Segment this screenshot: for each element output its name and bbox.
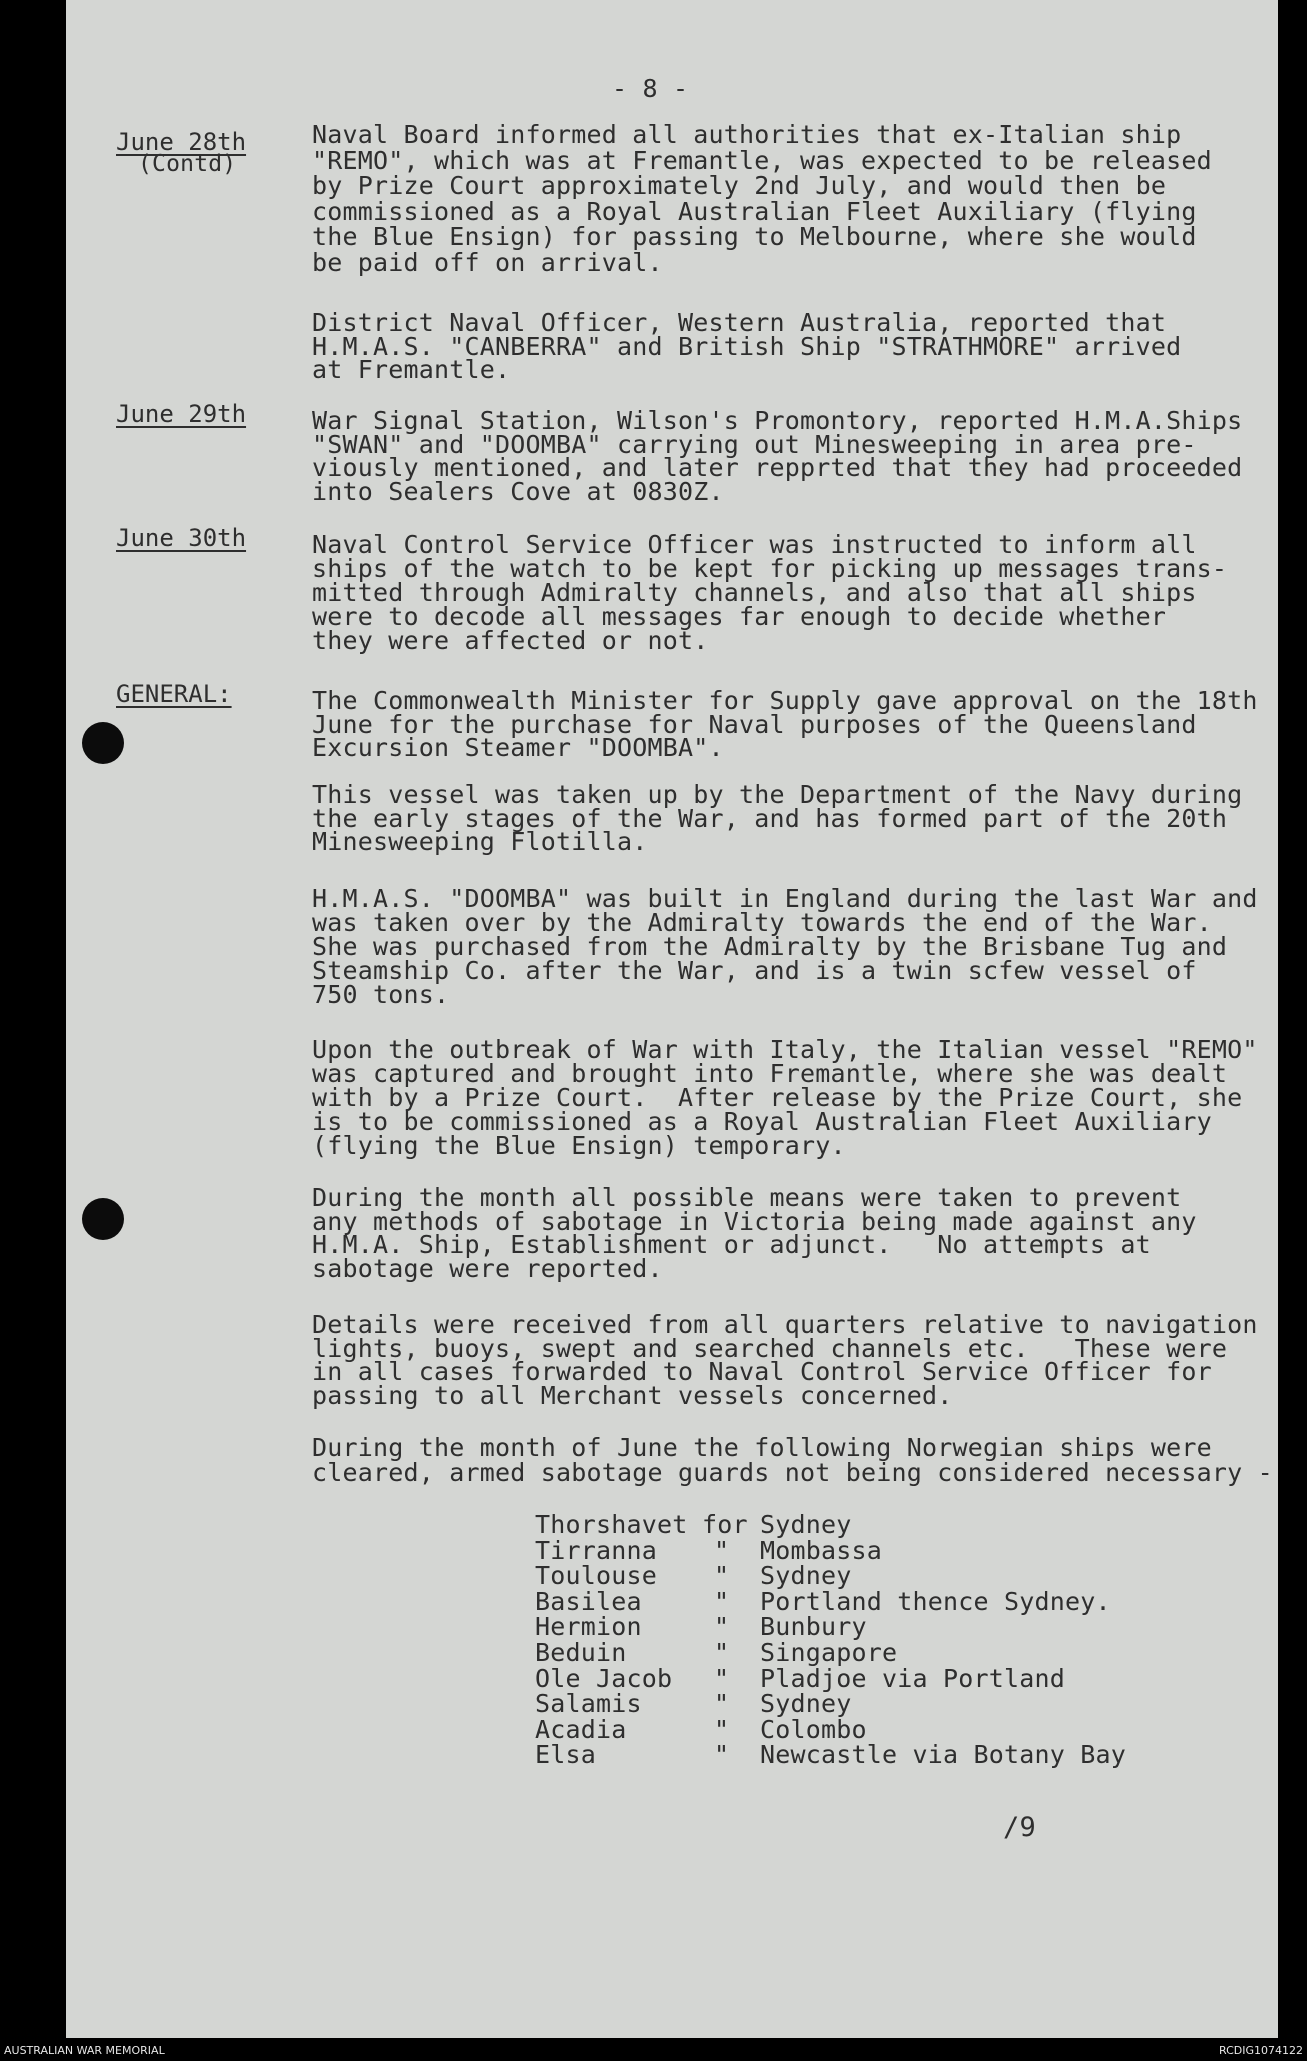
paragraph-line: Minesweeping Flotilla. — [312, 827, 648, 856]
entry-date: June 28th — [116, 128, 247, 156]
ship-separator: " — [714, 1689, 730, 1718]
paragraph-line: is to be commissioned as a Royal Australian Fleet Auxiliary — [312, 1107, 1212, 1136]
paragraph-line: H.M.A.S. "DOOMBA" was built in England during the last War and — [312, 884, 1258, 913]
paragraph-line: Naval Control Service Officer was instructed to inform all — [312, 530, 1197, 559]
entry-date-suffix: (Contd) — [138, 151, 237, 177]
paragraph-line: Upon the outbreak of War with Italy, the Italian vessel "REMO" — [312, 1035, 1258, 1064]
paragraph-line: sabotage were reported. — [312, 1254, 663, 1283]
ship-name: Toulouse — [535, 1561, 658, 1590]
paragraph-line: with by a Prize Court. After release by the Prize Court, she — [312, 1083, 1243, 1112]
ship-separator: " — [714, 1536, 730, 1565]
paragraph-line: H.M.A.S. "CANBERRA" and British Ship "STRATHMORE" arrived — [312, 332, 1182, 361]
ship-name: Thorshavet — [535, 1510, 688, 1539]
paragraph-line: into Sealers Cove at 0830Z. — [312, 477, 724, 506]
ship-destination: Singapore — [760, 1638, 898, 1667]
ship-name: Basilea — [535, 1587, 642, 1616]
ship-destination: Colombo — [760, 1715, 867, 1744]
ship-separator: " — [714, 1715, 730, 1744]
paragraph-line: cleared, armed sabotage guards not being considered necessary - — [312, 1458, 1273, 1487]
entry-date: GENERAL: — [116, 680, 232, 708]
ship-name: Tirranna — [535, 1536, 658, 1565]
paragraph-line: passing to all Merchant vessels concerned. — [312, 1381, 953, 1410]
paragraph-line: She was purchased from the Admiralty by the Brisbane Tug and — [312, 932, 1228, 961]
paragraph-line: at Fremantle. — [312, 355, 511, 384]
page-number: - 8 - — [612, 74, 689, 103]
ship-separator: " — [714, 1612, 730, 1641]
entry-date: June 29th — [116, 400, 247, 428]
ship-separator: " — [714, 1664, 730, 1693]
paragraph-line: Naval Board informed all authorities that ex-Italian ship — [312, 120, 1182, 149]
ship-name: Beduin — [535, 1638, 627, 1667]
document-page — [66, 0, 1278, 2038]
paragraph-line: District Naval Officer, Western Australia, reported that — [312, 308, 1167, 337]
paragraph-line: in all cases forwarded to Naval Control Service Officer for — [312, 1357, 1212, 1386]
paragraph-line: mitted through Admiralty channels, and also that all ships — [312, 578, 1197, 607]
ship-destination: Sydney — [760, 1510, 852, 1539]
ship-name: Hermion — [535, 1612, 642, 1641]
ship-destination: Portland thence Sydney. — [760, 1587, 1111, 1616]
ship-name: Salamis — [535, 1689, 642, 1718]
paragraph-line: were to decode all messages far enough to decide whether — [312, 602, 1167, 631]
ship-destination: Sydney — [760, 1561, 852, 1590]
entry-date: June 30th — [116, 524, 247, 552]
paragraph-line: 750 tons. — [312, 980, 450, 1009]
paragraph-line: they were affected or not. — [312, 626, 709, 655]
paragraph-line: The Commonwealth Minister for Supply gave approval on the 18th — [312, 686, 1258, 715]
ship-separator: for — [702, 1510, 748, 1539]
paragraph-line: During the month all possible means were taken to prevent — [312, 1183, 1182, 1212]
ship-separator: " — [714, 1638, 730, 1667]
punch-hole — [82, 1198, 124, 1240]
ship-destination: Newcastle via Botany Bay — [760, 1740, 1127, 1769]
paragraph-line: H.M.A. Ship, Establishment or adjunct. No attempts at — [312, 1230, 1151, 1259]
paragraph-line: During the month of June the following Norwegian ships were — [312, 1433, 1212, 1462]
paragraph-line: ships of the watch to be kept for picking up messages trans- — [312, 554, 1228, 583]
paragraph-line: commissioned as a Royal Australian Fleet Auxiliary (flying — [312, 197, 1197, 226]
paragraph-line: be paid off on arrival. — [312, 248, 663, 277]
paragraph-line: (flying the Blue Ensign) temporary. — [312, 1131, 846, 1160]
punch-hole — [82, 722, 124, 764]
ship-name: Ole Jacob — [535, 1664, 673, 1693]
ship-destination: Mombassa — [760, 1536, 883, 1565]
paragraph-line: was taken over by the Admiralty towards the end of the War. — [312, 908, 1212, 937]
paragraph-line: the early stages of the War, and has formed part of the 20th — [312, 804, 1228, 833]
paragraph-line: any methods of sabotage in Victoria being made against any — [312, 1207, 1197, 1236]
ship-separator: " — [714, 1740, 730, 1769]
ship-destination: Bunbury — [760, 1612, 867, 1641]
paragraph-line: viously mentioned, and later repprted that they had proceeded — [312, 453, 1243, 482]
ship-name: Acadia — [535, 1715, 627, 1744]
ship-destination: Pladjoe via Portland — [760, 1664, 1066, 1693]
paragraph-line: "REMO", which was at Fremantle, was expected to be released — [312, 146, 1212, 175]
paragraph-line: June for the purchase for Naval purposes of the Queensland — [312, 710, 1197, 739]
paragraph-line: lights, buoys, swept and searched channels etc. These were — [312, 1334, 1228, 1363]
ship-separator: " — [714, 1561, 730, 1590]
continuation-marker: /9 — [1003, 1812, 1036, 1843]
paragraph-line: This vessel was taken up by the Department of the Navy during — [312, 780, 1243, 809]
footer-right: RCDIG1074122 — [1218, 2044, 1303, 2057]
paragraph-line: Excursion Steamer "DOOMBA". — [312, 733, 724, 762]
footer-left: AUSTRALIAN WAR MEMORIAL — [4, 2044, 165, 2057]
ship-separator: " — [714, 1587, 730, 1616]
paragraph-line: Details were received from all quarters relative to navigation — [312, 1310, 1258, 1339]
ship-name: Elsa — [535, 1740, 597, 1769]
paragraph-line: Steamship Co. after the War, and is a twin scfew vessel of — [312, 956, 1197, 985]
paragraph-line: the Blue Ensign) for passing to Melbourne, where she would — [312, 222, 1197, 251]
paragraph-line: "SWAN" and "DOOMBA" carrying out Minesweeping in area pre- — [312, 430, 1197, 459]
paragraph-line: was captured and brought into Fremantle, where she was dealt — [312, 1059, 1228, 1088]
ship-destination: Sydney — [760, 1689, 852, 1718]
paragraph-line: by Prize Court approximately 2nd July, and would then be — [312, 171, 1167, 200]
paragraph-line: War Signal Station, Wilson's Promontory, reported H.M.A.Ships — [312, 406, 1243, 435]
